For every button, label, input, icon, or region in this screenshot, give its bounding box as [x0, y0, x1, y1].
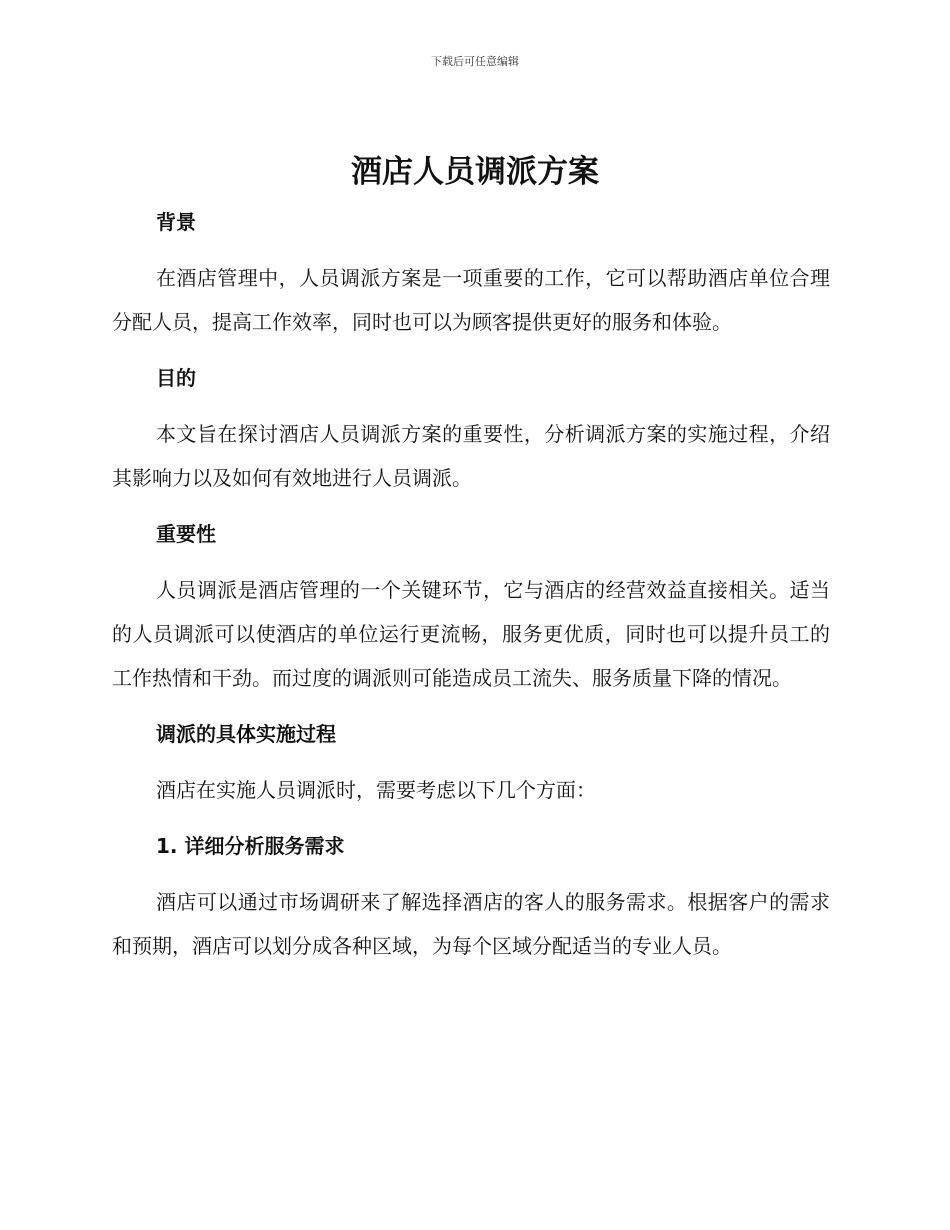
header-note: 下载后可任意编辑	[431, 55, 519, 68]
section-paragraph-background: 在酒店管理中，人员调派方案是一项重要的工作，它可以帮助酒店单位合理分配人员，提高工作效率，同时也可以为顾客提供更好的服务和体验。	[112, 266, 830, 334]
section-paragraph-implementation: 酒店在实施人员调派时，需要考虑以下几个方面：	[156, 778, 596, 802]
section-heading-background: 背景	[156, 210, 196, 234]
document-title: 酒店人员调派方案	[351, 154, 599, 190]
section-heading-purpose: 目的	[156, 366, 196, 390]
section-paragraph-service-demand: 酒店可以通过市场调研来了解选择酒店的客人的服务需求。根据客户的需求和预期，酒店可以划分成各种区域，为每个区域分配适当的专业人员。	[112, 890, 830, 958]
section-heading-importance: 重要性	[156, 522, 216, 546]
document-body	[112, 200, 830, 968]
section-paragraph-importance: 人员调派是酒店管理的一个关键环节，它与酒店的经营效益直接相关。适当的人员调派可以使酒店的单位运行更流畅，服务更优质，同时也可以提升员工的工作热情和干劲。而过度的调派则可能造成员工流失、服务质量下降的情况。	[112, 578, 830, 690]
section-paragraph-purpose: 本文旨在探讨酒店人员调派方案的重要性，分析调派方案的实施过程，介绍其影响力以及如何有效地进行人员调派。	[112, 422, 830, 490]
section-heading-service-demand: 1. 详细分析服务需求	[156, 834, 345, 858]
section-heading-implementation: 调派的具体实施过程	[156, 722, 336, 746]
